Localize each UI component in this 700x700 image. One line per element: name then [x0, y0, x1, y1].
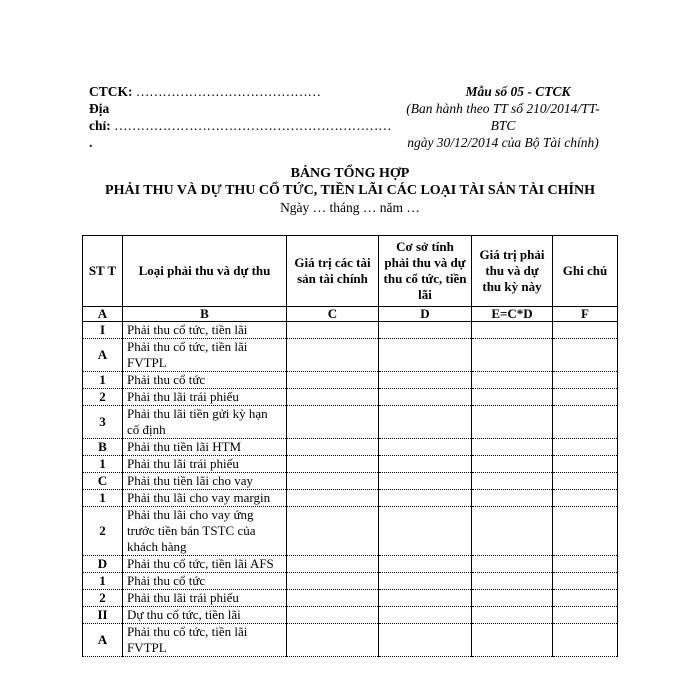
row-type-name: Phải thu cổ tức	[123, 573, 287, 590]
table-row	[83, 439, 618, 456]
row-asset-value	[287, 624, 379, 657]
row-note	[553, 607, 618, 624]
table-row	[83, 372, 618, 389]
row-note	[553, 406, 618, 439]
table-row	[83, 406, 618, 439]
row-asset-value	[287, 439, 379, 456]
col-code: D	[379, 307, 472, 322]
row-stt: 3	[83, 406, 123, 439]
row-basis	[379, 456, 472, 473]
form-info	[383, 83, 623, 151]
row-stt: 1	[83, 573, 123, 590]
row-asset-value	[287, 456, 379, 473]
table-row	[83, 590, 618, 607]
row-note	[553, 389, 618, 406]
row-basis	[379, 339, 472, 372]
row-basis	[379, 573, 472, 590]
row-stt: II	[83, 607, 123, 624]
row-note	[553, 624, 618, 657]
table-row	[83, 507, 618, 556]
row-type-name: Phải thu cổ tức, tiền lãi	[123, 322, 287, 339]
row-period-value	[472, 624, 553, 657]
row-basis	[379, 624, 472, 657]
row-type-name: Dự thu cổ tức, tiền lãi	[123, 607, 287, 624]
row-period-value	[472, 389, 553, 406]
row-type-name: Phải thu cổ tức	[123, 372, 287, 389]
row-stt: 1	[83, 490, 123, 507]
row-stt: A	[83, 339, 123, 372]
table-row	[83, 473, 618, 490]
row-asset-value	[287, 389, 379, 406]
row-period-value	[472, 573, 553, 590]
row-basis	[379, 439, 472, 456]
col-header-basis: Cơ sở tính phải thu và dự thu cổ tức, tiền lãi	[379, 236, 472, 307]
report-date: Ngày … tháng … năm …	[280, 200, 420, 215]
row-type-name: Phải thu lãi cho vay margin	[123, 490, 287, 507]
title-line2: PHẢI THU VÀ DỰ THU CỔ TỨC, TIỀN LÃI CÁC LOẠI TÀI SẢN TÀI CHÍNH	[105, 183, 595, 198]
col-header-asset-value: Giá trị các tài sản tài chính	[287, 236, 379, 307]
table-row	[83, 624, 618, 657]
address-row	[89, 117, 392, 134]
row-stt: C	[83, 473, 123, 490]
row-type-name: Phải thu cổ tức, tiền lãi AFS	[123, 556, 287, 573]
table-row	[83, 490, 618, 507]
row-note	[553, 573, 618, 590]
row-stt: I	[83, 322, 123, 339]
row-period-value	[472, 439, 553, 456]
col-header-period-value: Giá trị phải thu và dự thu kỳ này	[472, 236, 553, 307]
row-asset-value	[287, 590, 379, 607]
row-note	[553, 456, 618, 473]
row-stt: 2	[83, 590, 123, 607]
table-row	[83, 456, 618, 473]
row-period-value	[472, 339, 553, 372]
row-note	[553, 372, 618, 389]
report-titles	[70, 165, 630, 216]
row-type-name: Phải thu lãi trái phiếu	[123, 456, 287, 473]
row-basis	[379, 507, 472, 556]
row-asset-value	[287, 372, 379, 389]
table-header-row	[83, 236, 618, 307]
row-stt: D	[83, 556, 123, 573]
company-dots: ……………………………………	[135, 84, 321, 99]
col-code: F	[553, 307, 618, 322]
row-asset-value	[287, 322, 379, 339]
table-row	[83, 573, 618, 590]
row-basis	[379, 607, 472, 624]
row-type-name: Phải thu cổ tức, tiền lãi FVTPL	[123, 339, 287, 372]
row-basis	[379, 590, 472, 607]
company-row	[89, 83, 379, 100]
address-dots: ………………………………………………………	[114, 118, 392, 133]
address-label: chỉ:	[89, 118, 111, 133]
row-type-name: Phải thu lãi trái phiếu	[123, 389, 287, 406]
summary-table	[82, 235, 618, 657]
row-note	[553, 590, 618, 607]
row-stt: B	[83, 439, 123, 456]
form-number: Mẫu số 05 - CTCK	[465, 84, 571, 99]
table-row	[83, 389, 618, 406]
row-basis	[379, 389, 472, 406]
row-period-value	[472, 372, 553, 389]
issued-line1: (Ban hành theo TT số 210/2014/TT-	[406, 101, 600, 116]
col-header-note: Ghi chú	[553, 236, 618, 307]
row-period-value	[472, 322, 553, 339]
col-header-stt: ST T	[83, 236, 123, 307]
row-note	[553, 507, 618, 556]
table-row	[83, 322, 618, 339]
row-asset-value	[287, 339, 379, 372]
issued-line2: BTC	[490, 118, 516, 133]
row-note	[553, 439, 618, 456]
col-code: B	[123, 307, 287, 322]
table-row	[83, 607, 618, 624]
row-note	[553, 322, 618, 339]
address-label-line1: Địa	[89, 101, 110, 116]
row-type-name: Phải thu tiền lãi HTM	[123, 439, 287, 456]
row-period-value	[472, 406, 553, 439]
row-note	[553, 556, 618, 573]
company-label: CTCK:	[89, 84, 133, 99]
col-header-type: Loại phải thu và dự thu	[123, 236, 287, 307]
table-row	[83, 339, 618, 372]
row-stt: 1	[83, 372, 123, 389]
row-basis	[379, 473, 472, 490]
row-note	[553, 473, 618, 490]
column-code-row	[83, 307, 618, 322]
row-asset-value	[287, 490, 379, 507]
row-period-value	[472, 490, 553, 507]
row-basis	[379, 556, 472, 573]
row-type-name: Phải thu lãi cho vay ứng trước tiền bán TSTC của khách hàng	[123, 507, 287, 556]
issued-line3: ngày 30/12/2014 của Bộ Tài chính)	[407, 135, 599, 150]
row-period-value	[472, 473, 553, 490]
row-asset-value	[287, 607, 379, 624]
row-asset-value	[287, 473, 379, 490]
row-period-value	[472, 456, 553, 473]
row-asset-value	[287, 406, 379, 439]
row-stt: 1	[83, 456, 123, 473]
row-asset-value	[287, 507, 379, 556]
row-type-name: Phải thu lãi trái phiếu	[123, 590, 287, 607]
row-basis	[379, 406, 472, 439]
address-end: .	[89, 135, 93, 150]
row-note	[553, 339, 618, 372]
table-row	[83, 556, 618, 573]
company-info	[89, 83, 392, 151]
row-period-value	[472, 590, 553, 607]
col-code: A	[83, 307, 123, 322]
row-basis	[379, 322, 472, 339]
row-type-name: Phải thu cổ tức, tiền lãi FVTPL	[123, 624, 287, 657]
row-stt: 2	[83, 389, 123, 406]
row-stt: 2	[83, 507, 123, 556]
row-basis	[379, 372, 472, 389]
row-period-value	[472, 556, 553, 573]
row-type-name: Phải thu tiền lãi cho vay	[123, 473, 287, 490]
col-code: E=C*D	[472, 307, 553, 322]
row-type-name: Phải thu lãi tiền gửi kỳ hạn cố định	[123, 406, 287, 439]
row-period-value	[472, 607, 553, 624]
row-asset-value	[287, 573, 379, 590]
col-code: C	[287, 307, 379, 322]
row-note	[553, 490, 618, 507]
row-asset-value	[287, 556, 379, 573]
row-basis	[379, 490, 472, 507]
row-stt: A	[83, 624, 123, 657]
title-line1: BẢNG TỔNG HỢP	[290, 166, 410, 181]
row-period-value	[472, 507, 553, 556]
